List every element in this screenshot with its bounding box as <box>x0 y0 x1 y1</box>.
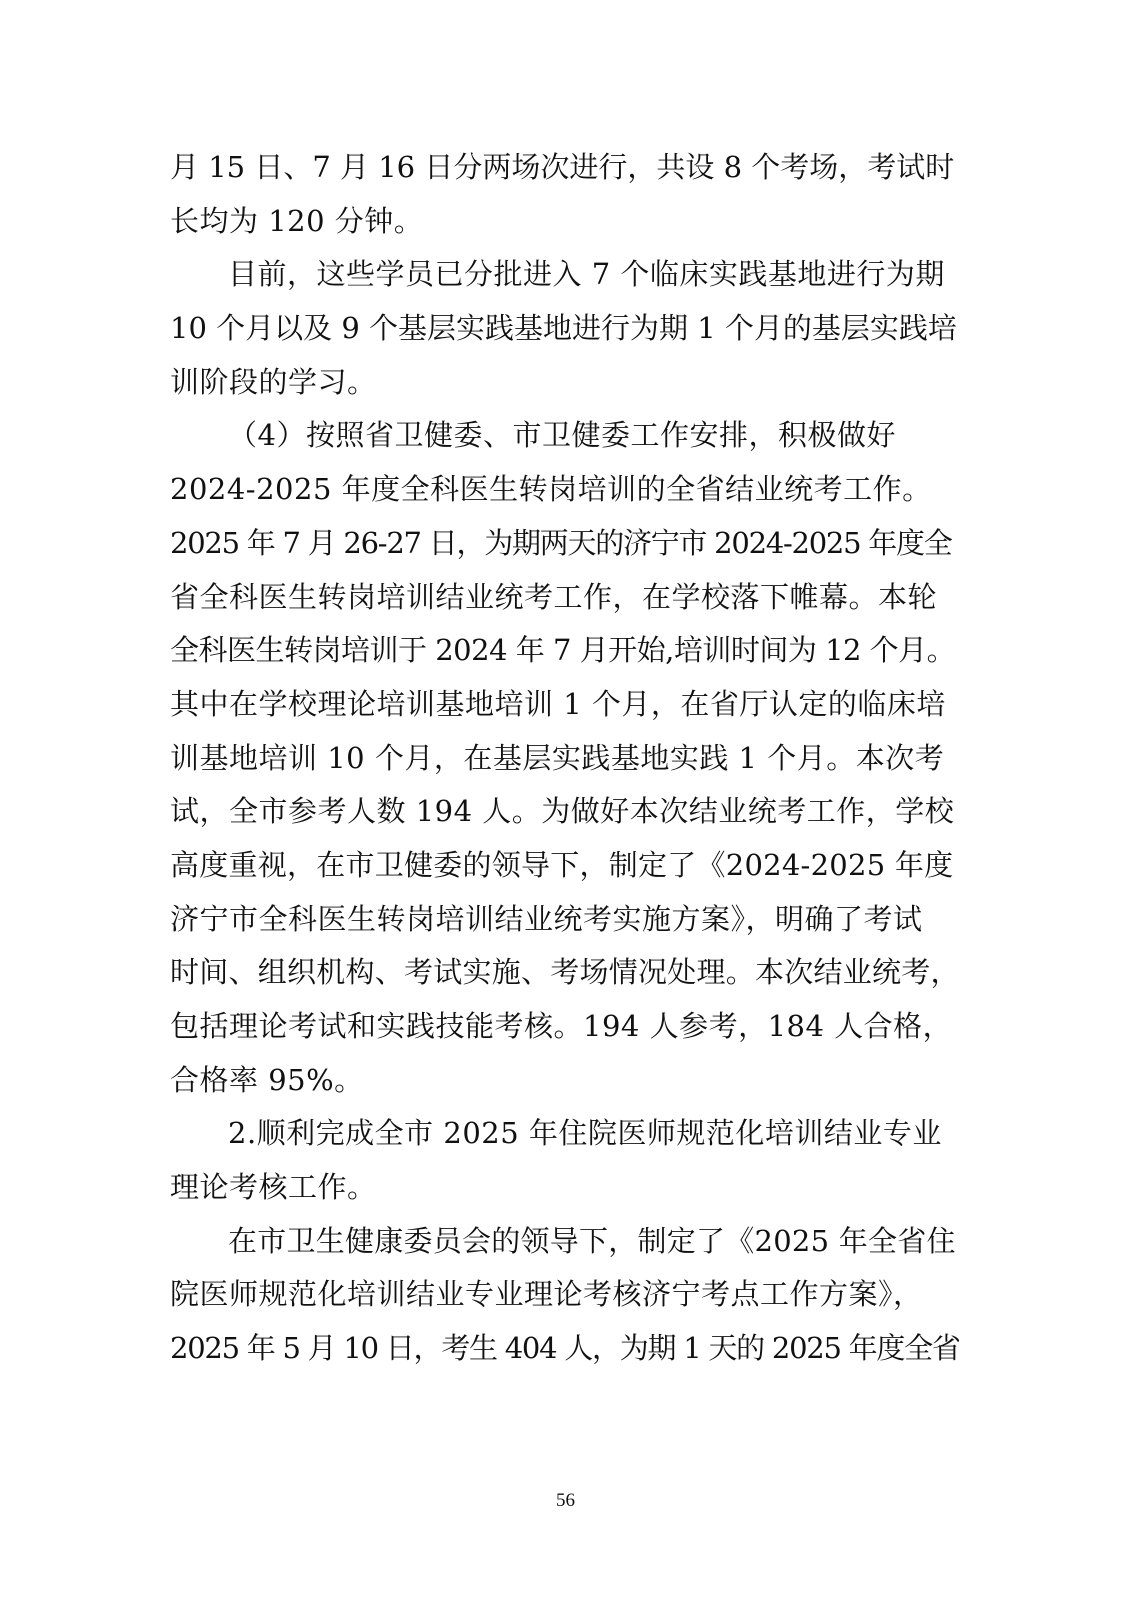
text-line: 试，全市参考人数 194 人。为做好本次结业统考工作，学校 <box>170 794 955 829</box>
text-line: 济宁市全科医生转岗培训结业统考实施方案》，明确了考试 <box>170 901 923 936</box>
text-line: 训阶段的学习。 <box>170 364 377 399</box>
text-line: 高度重视，在市卫健委的领导下，制定了《2024-2025 年度 <box>170 847 954 882</box>
text-line: 2.顺利完成全市 2025 年住院医师规范化培训结业专业 <box>228 1116 942 1151</box>
text-line: 其中在学校理论培训基地培训 1 个月，在省厅认定的临床培 <box>170 686 946 721</box>
text-line: 目前，这些学员已分批进入 7 个临床实践基地进行为期 <box>228 257 945 292</box>
text-line: 理论考核工作。 <box>170 1170 377 1205</box>
text-line: 长均为 120 分钟。 <box>170 203 424 238</box>
text-line: 包括理论考试和实践技能考核。194 人参考，184 人合格， <box>170 1009 953 1043</box>
text-line: 院医师规范化培训结业专业理论考核济宁考点工作方案》， <box>170 1277 923 1312</box>
text-line: （4）按照省卫健委、市卫健委工作安排，积极做好 <box>228 418 896 453</box>
text-line: 训基地培训 10 个月，在基层实践基地实践 1 个月。本次考 <box>170 740 945 775</box>
text-line: 省全科医生转岗培训结业统考工作，在学校落下帷幕。本轮 <box>170 579 938 614</box>
text-line: 时间、组织机构、考试实施、考场情况处理。本次结业统考， <box>170 955 960 990</box>
text-line: 全科医生转岗培训于 2024 年 7 月开始,培训时间为 12 个月。 <box>170 633 956 668</box>
page-number: 56 <box>556 1490 575 1511</box>
body-text <box>170 141 960 1376</box>
text-line: 2025 年 7 月 26-27 日，为期两天的济宁市 2024-2025 年度全 <box>170 525 952 560</box>
text-line: 月 15 日、7 月 16 日分两场次进行，共设 8 个考场，考试时 <box>170 150 955 184</box>
text-line: 10 个月以及 9 个基层实践基地进行为期 1 个月的基层实践培 <box>170 311 957 346</box>
text-line: 2025 年 5 月 10 日，考生 404 人，为期 1 天的 2025 年度全省 <box>170 1331 960 1366</box>
text-line: 2024-2025 年度全科医生转岗培训的全省结业统考工作。 <box>170 472 932 507</box>
text-line: 合格率 95%。 <box>170 1062 364 1097</box>
text-line: 在市卫生健康委员会的领导下，制定了《2025 年全省住 <box>228 1223 956 1258</box>
